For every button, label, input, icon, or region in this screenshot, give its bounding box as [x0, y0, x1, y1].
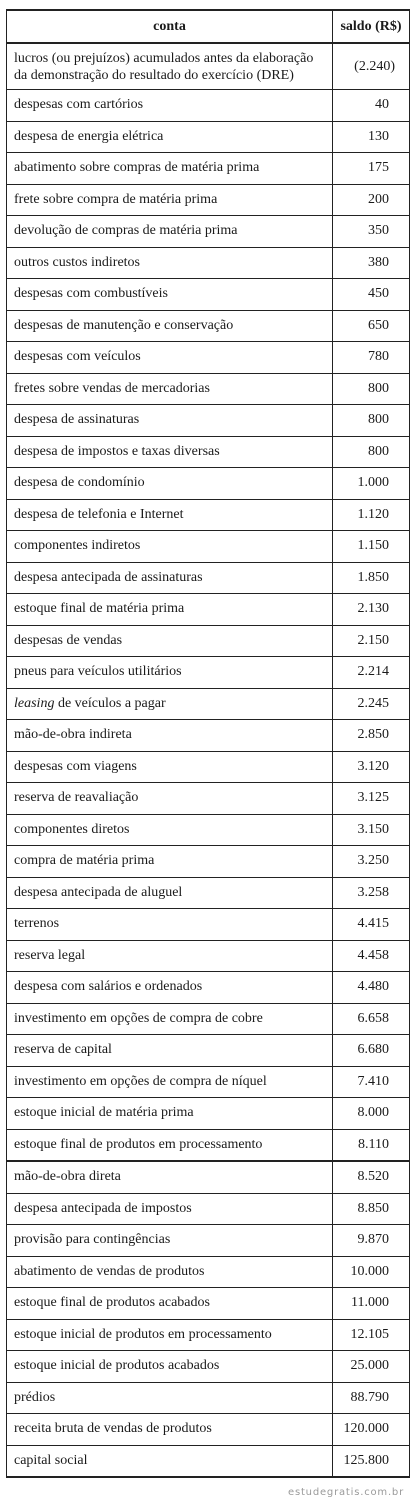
- account-cell: devolução de compras de matéria prima: [7, 216, 333, 248]
- balance-cell: 1.150: [333, 531, 410, 563]
- balance-cell: 2.245: [333, 688, 410, 720]
- balance-cell: 800: [333, 405, 410, 437]
- table-row: [7, 1288, 410, 1320]
- table-row: [7, 247, 410, 279]
- account-cell: despesa de impostos e taxas diversas: [7, 436, 333, 468]
- account-cell: estoque final de matéria prima: [7, 594, 333, 626]
- balance-cell: 3.258: [333, 877, 410, 909]
- balance-cell: 3.120: [333, 751, 410, 783]
- balance-cell: 2.130: [333, 594, 410, 626]
- table-row: [7, 43, 410, 90]
- account-cell: reserva legal: [7, 940, 333, 972]
- watermark-text: estudegratis.com.br: [288, 1487, 404, 1498]
- table-row: [7, 783, 410, 815]
- balance-cell: 8.850: [333, 1193, 410, 1225]
- account-italic-term: leasing: [14, 695, 55, 711]
- balance-cell: 40: [333, 90, 410, 122]
- account-cell: abatimento de vendas de produtos: [7, 1256, 333, 1288]
- balance-cell: 12.105: [333, 1319, 410, 1351]
- balance-cell: 120.000: [333, 1414, 410, 1446]
- account-cell: prédios: [7, 1382, 333, 1414]
- account-cell: despesa de telefonia e Internet: [7, 499, 333, 531]
- balance-cell: 800: [333, 373, 410, 405]
- account-cell: despesa de condomínio: [7, 468, 333, 500]
- table-row: [7, 153, 410, 185]
- balance-cell: 8.520: [333, 1161, 410, 1193]
- account-cell: despesas com veículos: [7, 342, 333, 374]
- table-header-row: [7, 10, 410, 43]
- table-row: [7, 720, 410, 752]
- account-cell: despesas de manutenção e conservação: [7, 310, 333, 342]
- balance-cell: 175: [333, 153, 410, 185]
- balances-sheet: [6, 9, 409, 1478]
- account-cell: abatimento sobre compras de matéria prima: [7, 153, 333, 185]
- balance-cell: 800: [333, 436, 410, 468]
- table-row: [7, 1161, 410, 1193]
- table-row: [7, 657, 410, 689]
- account-cell: [7, 688, 333, 720]
- balance-cell: 2.150: [333, 625, 410, 657]
- account-cell: despesa de assinaturas: [7, 405, 333, 437]
- table-row: [7, 594, 410, 626]
- table-row: [7, 216, 410, 248]
- balance-cell: 3.125: [333, 783, 410, 815]
- account-cell: frete sobre compra de matéria prima: [7, 184, 333, 216]
- account-cell: reserva de reavaliação: [7, 783, 333, 815]
- balance-cell: 3.150: [333, 814, 410, 846]
- table-row: [7, 877, 410, 909]
- table-row: [7, 1098, 410, 1130]
- account-name-rest: de veículos a pagar: [54, 695, 166, 711]
- balance-cell: 130: [333, 121, 410, 153]
- account-cell: mão-de-obra direta: [7, 1161, 333, 1193]
- table-body: [7, 43, 410, 1477]
- table-row: [7, 468, 410, 500]
- account-cell: estoque final de produtos em processamento: [7, 1129, 333, 1161]
- balance-cell: 2.850: [333, 720, 410, 752]
- table-row: [7, 940, 410, 972]
- balance-cell: 350: [333, 216, 410, 248]
- balance-cell: 25.000: [333, 1351, 410, 1383]
- table-row: [7, 1035, 410, 1067]
- account-cell: provisão para contingências: [7, 1225, 333, 1257]
- balance-cell: 1.850: [333, 562, 410, 594]
- table-row: [7, 436, 410, 468]
- balance-cell: 10.000: [333, 1256, 410, 1288]
- table-row: [7, 310, 410, 342]
- account-cell: despesas com cartórios: [7, 90, 333, 122]
- account-cell: despesa com salários e ordenados: [7, 972, 333, 1004]
- balance-cell: 11.000: [333, 1288, 410, 1320]
- table-row: [7, 1066, 410, 1098]
- account-balances-table: [6, 9, 410, 1478]
- balance-cell: 8.000: [333, 1098, 410, 1130]
- account-cell: estoque final de produtos acabados: [7, 1288, 333, 1320]
- table-row: [7, 1256, 410, 1288]
- account-cell: receita bruta de vendas de produtos: [7, 1414, 333, 1446]
- table-row: [7, 1319, 410, 1351]
- balance-cell: 125.800: [333, 1445, 410, 1477]
- account-cell: despesa de energia elétrica: [7, 121, 333, 153]
- account-cell: estoque inicial de produtos em processamento: [7, 1319, 333, 1351]
- balance-cell: 780: [333, 342, 410, 374]
- table-row: [7, 279, 410, 311]
- table-row: [7, 562, 410, 594]
- account-cell: despesa antecipada de assinaturas: [7, 562, 333, 594]
- table-row: [7, 373, 410, 405]
- balance-cell: 4.458: [333, 940, 410, 972]
- balance-cell: 1.120: [333, 499, 410, 531]
- balance-cell: 9.870: [333, 1225, 410, 1257]
- table-row: [7, 1003, 410, 1035]
- account-cell: investimento em opções de compra de níquel: [7, 1066, 333, 1098]
- account-cell: outros custos indiretos: [7, 247, 333, 279]
- table-row: [7, 405, 410, 437]
- account-cell: terrenos: [7, 909, 333, 941]
- table-row: [7, 751, 410, 783]
- balance-cell: 450: [333, 279, 410, 311]
- balance-cell: 6.658: [333, 1003, 410, 1035]
- table-row: [7, 121, 410, 153]
- account-cell: despesas com combustíveis: [7, 279, 333, 311]
- account-cell: lucros (ou prejuízos) acumulados antes da elaboração da demonstração do resultado do exercício (DRE): [7, 43, 333, 90]
- account-cell: despesa antecipada de aluguel: [7, 877, 333, 909]
- account-cell: capital social: [7, 1445, 333, 1477]
- account-cell: compra de matéria prima: [7, 846, 333, 878]
- balance-cell: (2.240): [333, 43, 410, 90]
- table-row: [7, 972, 410, 1004]
- table-row: [7, 90, 410, 122]
- account-cell: mão-de-obra indireta: [7, 720, 333, 752]
- account-cell: despesas com viagens: [7, 751, 333, 783]
- table-row: [7, 814, 410, 846]
- account-cell: componentes indiretos: [7, 531, 333, 563]
- account-cell: pneus para veículos utilitários: [7, 657, 333, 689]
- table-row: [7, 1445, 410, 1477]
- balance-cell: 380: [333, 247, 410, 279]
- table-row: [7, 531, 410, 563]
- table-row: [7, 1129, 410, 1161]
- balance-cell: 7.410: [333, 1066, 410, 1098]
- balance-cell: 88.790: [333, 1382, 410, 1414]
- account-cell: despesa antecipada de impostos: [7, 1193, 333, 1225]
- balance-cell: 3.250: [333, 846, 410, 878]
- balance-cell: 6.680: [333, 1035, 410, 1067]
- table-row: [7, 1225, 410, 1257]
- balance-cell: 8.110: [333, 1129, 410, 1161]
- account-cell: estoque inicial de matéria prima: [7, 1098, 333, 1130]
- balance-cell: 1.000: [333, 468, 410, 500]
- table-row: [7, 342, 410, 374]
- table-row: [7, 1414, 410, 1446]
- account-cell: estoque inicial de produtos acabados: [7, 1351, 333, 1383]
- table-row: [7, 625, 410, 657]
- header-balance: saldo (R$): [333, 10, 410, 43]
- header-account: conta: [7, 10, 333, 43]
- table-row: [7, 846, 410, 878]
- account-cell: fretes sobre vendas de mercadorias: [7, 373, 333, 405]
- balance-cell: 4.415: [333, 909, 410, 941]
- balance-cell: 200: [333, 184, 410, 216]
- account-cell: investimento em opções de compra de cobre: [7, 1003, 333, 1035]
- account-cell: componentes diretos: [7, 814, 333, 846]
- table-row: [7, 688, 410, 720]
- balance-cell: 2.214: [333, 657, 410, 689]
- table-row: [7, 1351, 410, 1383]
- table-row: [7, 1193, 410, 1225]
- balance-cell: 4.480: [333, 972, 410, 1004]
- account-cell: despesas de vendas: [7, 625, 333, 657]
- table-row: [7, 184, 410, 216]
- table-row: [7, 909, 410, 941]
- table-row: [7, 499, 410, 531]
- table-row: [7, 1382, 410, 1414]
- account-cell: reserva de capital: [7, 1035, 333, 1067]
- balance-cell: 650: [333, 310, 410, 342]
